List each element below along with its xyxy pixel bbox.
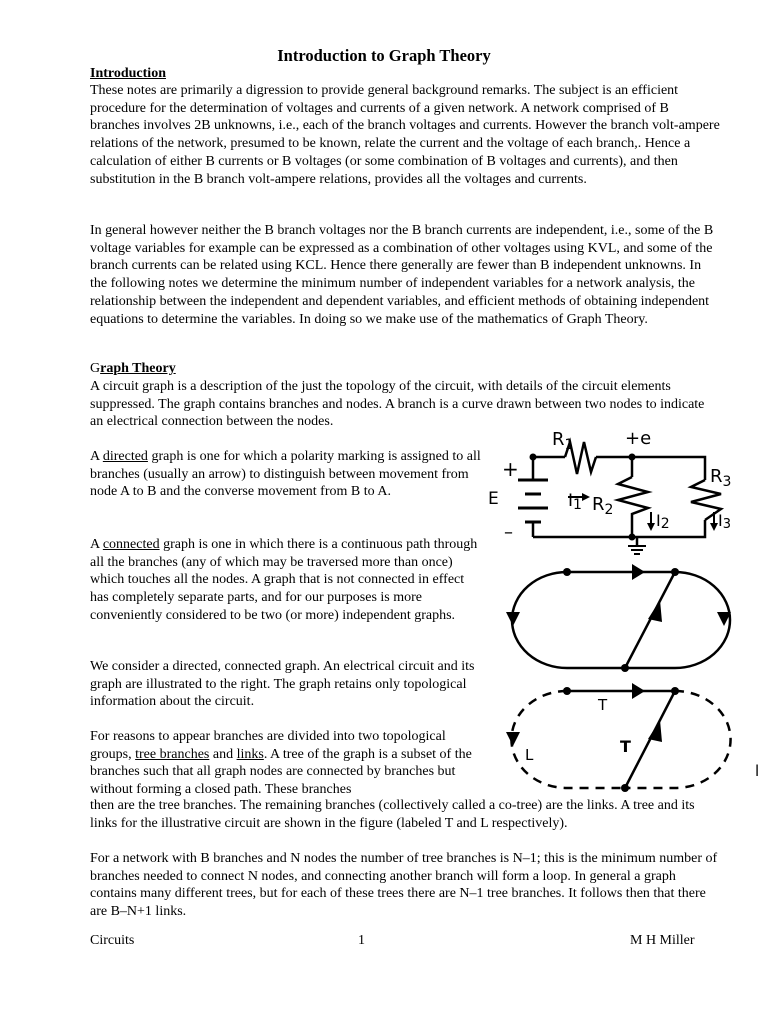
directed-connected-paragraph: We consider a directed, connected graph. An electrical circuit and its graph are illustrated to the right. The graph retains only topological information about the circuit. xyxy=(90,659,475,710)
node-top-mid xyxy=(629,454,636,461)
links-term: links xyxy=(236,746,264,762)
link-left-arc xyxy=(511,691,625,788)
resistor-r2 xyxy=(618,477,648,537)
circuit-and-graph-figure xyxy=(480,422,768,800)
footer-left: Circuits xyxy=(90,933,135,948)
plus-label: + xyxy=(502,457,519,481)
graph-node-1 xyxy=(563,568,571,576)
r3-sub: 3 xyxy=(722,474,732,490)
r3-label: R xyxy=(710,466,723,487)
r2-label: R xyxy=(592,494,605,515)
directed-paragraph: A directed graph is one for which a polarity marking is assigned to all branches (usually an arrow) to distinguish between movement from node A to B and the converse movement from B to A. xyxy=(90,449,481,500)
node-bottom xyxy=(629,534,636,541)
directed-term: directed xyxy=(102,449,148,464)
tree-branches-continued: then are the tree branches. The remaining branches (collectively called a co-tree) are the links. A tree and its links for the illustrative circuit are shown in the figure (labeled T and L respectively). xyxy=(90,798,695,831)
circuit-diagram xyxy=(518,442,721,554)
tree-label-diag: T xyxy=(620,737,631,756)
graph-edge-right-arc xyxy=(625,572,730,668)
intro-paragraph-2: In general however neither the B branch voltages nor the B branch currents are independent, i.e., some of the B voltage variables for example can be expressed as a combination of other voltages using KVL, and some of the branch currents can be related using KCL. Hence there generally are fewer than B independent unknowns. In the following notes we determine the minimum number of independent variables for a network analysis, the relationship between the independent and dependent variables, and efficient methods of obtaining independent equations to determine the variables. In doing so we make use of the mathematics of Graph Theory. xyxy=(90,223,714,327)
tree-branches-paragraph: For reasons to appear branches are divided into two topological groups, tree branches and links. A tree of the graph is a subset of the branches such that all graph nodes are connected by branches but without forming a closed path. These branches xyxy=(90,729,472,798)
introduction-heading: Introduction xyxy=(90,66,166,81)
connected-paragraph: A connected graph is one in which there is a continuous path through all the branches (any of which may be traversed more than once) which touches all the nodes. A graph that is not connected in effect has completely separate parts, and for our purposes is more conveniently considered to be two (or more) independent graphs. xyxy=(90,537,478,623)
plus-e-label: +e xyxy=(625,428,652,449)
i2-label: I xyxy=(656,511,661,530)
tree-node-1 xyxy=(563,687,571,695)
i3-sub: 3 xyxy=(722,517,731,532)
battery xyxy=(518,480,548,522)
svg-text:R3 xyxy=(710,466,731,490)
node-top-left xyxy=(530,454,537,461)
minus-label: – xyxy=(504,522,513,543)
link-label-right: l xyxy=(755,762,760,780)
svg-text:R2 xyxy=(592,494,613,518)
footer-author: M H Miller xyxy=(630,933,695,948)
graph-node-2 xyxy=(671,568,679,576)
tree-arrow-top xyxy=(632,683,645,699)
wire-bottom xyxy=(533,520,705,537)
svg-text:I1 xyxy=(568,491,582,513)
link-right-arc xyxy=(625,691,731,788)
page-title: Introduction to Graph Theory xyxy=(277,46,491,65)
wire-top xyxy=(596,457,705,480)
r1-label: R xyxy=(552,429,565,450)
i2-sub: 2 xyxy=(660,516,670,532)
tree-arrow-diag xyxy=(648,720,662,742)
tree-branches-term: tree branches xyxy=(135,746,210,762)
r1-sub: 1 xyxy=(564,437,574,453)
svg-text:I2 xyxy=(656,511,670,532)
connected-term: connected xyxy=(102,537,160,552)
tree-count-paragraph: For a network with B branches and N nodes the number of tree branches is N–1; this is the minimum number of branches needed to connect N nodes, and connecting another branch will form a loop. In general a graph contains many different trees, but for each of these trees there are N–1 tree branches. It follows then that there are B–N+1 links. xyxy=(90,851,718,920)
graph-arrow-top xyxy=(632,564,645,580)
i1-sub: 1 xyxy=(573,497,582,513)
tree-edge-diagonal xyxy=(625,691,675,788)
ground xyxy=(628,546,646,554)
tree-node-3 xyxy=(621,784,629,792)
e-label: E xyxy=(488,489,499,509)
i3-label: I xyxy=(718,511,723,530)
graph-theory-heading: Graph Theory xyxy=(90,361,176,376)
svg-text:I3 xyxy=(718,511,731,532)
graph-arrow-left xyxy=(506,612,520,626)
directed-graph xyxy=(512,572,730,668)
link-arrow-left xyxy=(506,732,520,746)
r2-sub: 2 xyxy=(604,502,614,518)
footer-page-number: 1 xyxy=(358,933,365,948)
i1-label: I xyxy=(568,491,574,511)
graph-arrow-diag xyxy=(648,600,662,622)
link-label-left: L xyxy=(525,746,534,764)
graph-paragraph-1: A circuit graph is a description of the just the topology of the circuit, with details of the circuit elements suppressed. The graph contains branches and nodes. A branch is a curve drawn between two nodes to indicate an electrical connection between the nodes. xyxy=(90,379,705,430)
intro-paragraph-1: These notes are primarily a digression to provide general background remarks. The subject is an efficient procedure for the determination of voltages and currents of a given network. A network comprised of B branches involves 2B unknowns, i.e., each of the branch voltages and currents. However the branch volt-ampere relations of the network, presumed to be known, relate the current and the voltage of each branch,. Hence a calculation of either B currents or B voltages (or some combination of B voltages and currents), and then substitution in the B branch volt-ampere relations, provides all the voltages and currents. xyxy=(90,83,720,187)
graph-node-3 xyxy=(621,664,629,672)
graph-edge-left-arc xyxy=(512,572,567,668)
graph-edge-diagonal xyxy=(625,572,675,668)
tree-node-2 xyxy=(671,687,679,695)
tree-label-top: T xyxy=(598,696,608,714)
svg-text:R1 xyxy=(552,429,573,453)
